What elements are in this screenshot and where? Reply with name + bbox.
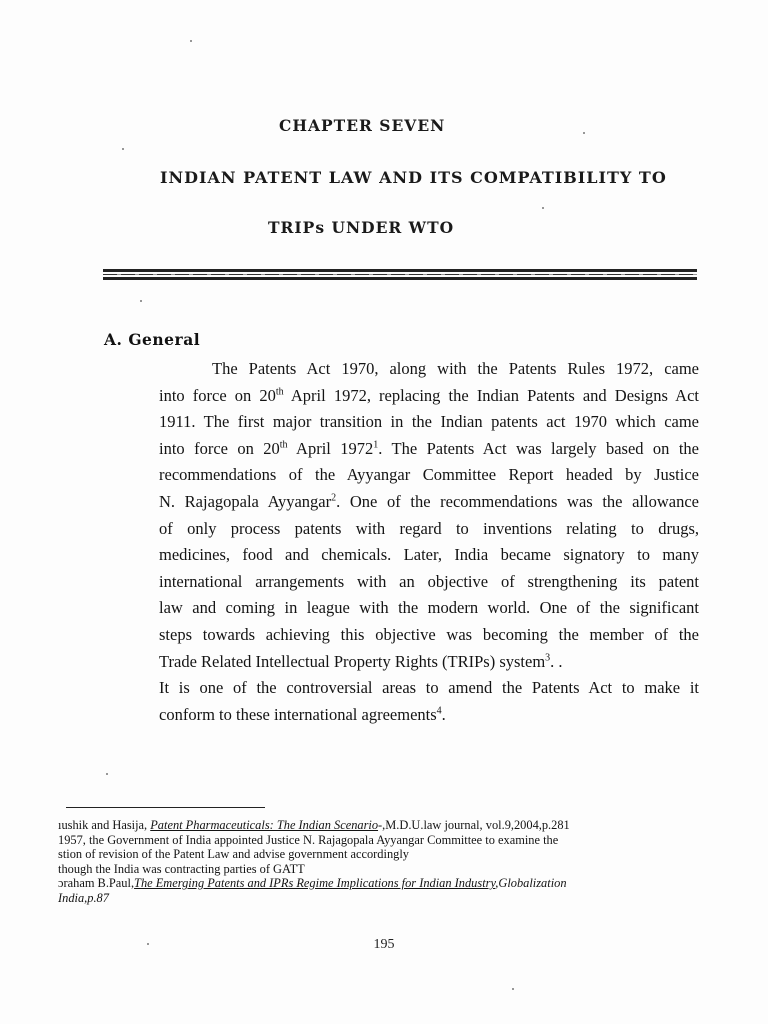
footnote-ref-1: 1	[373, 439, 379, 451]
paragraph-line	[159, 516, 699, 543]
paragraph-line	[159, 569, 699, 596]
text-run: India,p.87	[58, 890, 109, 905]
scan-speck	[583, 132, 585, 134]
footnote-separator	[66, 807, 265, 808]
superscript: th	[275, 386, 284, 398]
paragraph-line	[159, 462, 699, 489]
text-run: -,M.D.U.law journal, vol.9,2004,p.281	[378, 818, 570, 832]
text-run: 1911. The first major transition in the Indian patents act 1970 which came	[159, 412, 699, 432]
scan-speck	[140, 300, 142, 302]
text-run: N. Rajagopala Ayyangar	[159, 491, 332, 511]
footnote-2: 1957, the Government of India appointed Justice N. Rajagopala Ayyangar Committee to examine the	[58, 832, 559, 847]
text-run: medicines, food and chemicals. Later, India became signatory to many	[159, 545, 699, 565]
footnote-1	[58, 818, 718, 833]
sub-title: TRIPs UNDER WTO	[268, 218, 455, 237]
page-number: 195	[373, 937, 395, 952]
footnotes	[58, 818, 718, 906]
text-run: law and coming in league with the modern world. One of the significant	[159, 598, 699, 618]
text-run: recommendations of the Ayyangar Committee Report headed by Justice	[159, 465, 699, 485]
scan-speck	[190, 40, 192, 42]
chapter-title: CHAPTER SEVEN	[279, 116, 446, 135]
text-run: of only process patents with regard to inventions relating to drugs,	[159, 518, 699, 538]
paragraph-line	[159, 489, 699, 516]
paragraph-line	[159, 595, 699, 622]
footnote-ref-2: 2	[331, 492, 337, 504]
citation-title: The Emerging Patents and IPRs Regime Implications for Indian Industry	[134, 876, 496, 891]
scan-speck	[542, 207, 544, 209]
paragraph-line	[159, 409, 699, 436]
text-run: ɔraham B.Paul,	[58, 876, 135, 891]
paragraph-line	[159, 542, 699, 569]
citation-title: Patent Pharmaceuticals: The Indian Scenario	[150, 818, 379, 832]
scan-speck	[106, 773, 108, 775]
paragraph-line	[159, 622, 699, 649]
text-run: . One of the recommendations was the allowance	[336, 491, 699, 511]
superscript: th	[279, 439, 288, 451]
footnote-ref-4: 4	[436, 705, 442, 717]
text-run: . The Patents Act was largely based on the	[378, 438, 699, 458]
footnote-3: though the India was contracting parties of GATT	[58, 861, 305, 876]
text-run: ,Globalization	[495, 876, 567, 891]
paragraph-line	[159, 356, 699, 383]
text-run: into force on 20	[159, 438, 280, 458]
main-title: INDIAN PATENT LAW AND ITS COMPATIBILITY TO	[160, 168, 667, 187]
scan-speck	[122, 148, 124, 150]
title-divider-bottom	[103, 277, 697, 280]
text-run: The Patents Act 1970, along with the Patents Rules 1972, came	[212, 359, 699, 378]
text-run: .	[441, 704, 446, 724]
footnote-ref-3: 3	[545, 652, 551, 664]
scan-speck	[512, 988, 514, 990]
section-heading: A. General	[104, 330, 201, 349]
text-run: April 1972	[287, 438, 374, 458]
text-run: It is one of the controversial areas to amend the Patents Act to make it	[159, 678, 699, 698]
footnote-4	[58, 876, 718, 891]
footnote-4-cont	[58, 891, 718, 906]
footnote-2-cont: stion of revision of the Patent Law and advise government accordingly	[58, 847, 409, 862]
text-run: international arrangements with an objective of strengthening its patent	[159, 571, 699, 591]
text-run: Trade Related Intellectual Property Rights (TRIPs) system	[159, 651, 546, 671]
title-divider-middle	[103, 274, 697, 275]
text-run: steps towards achieving this objective was becoming the member of the	[159, 624, 699, 644]
paragraph-line	[159, 702, 699, 729]
paragraph-line	[159, 675, 699, 702]
scan-speck	[147, 943, 149, 945]
text-run: conform to these international agreements	[159, 704, 437, 724]
paragraph-line	[159, 383, 699, 410]
paragraph-line	[159, 649, 699, 676]
paragraph-line	[159, 436, 699, 463]
text-run: ıushik and Hasija,	[58, 818, 151, 832]
title-divider-top	[103, 269, 697, 272]
body-paragraph	[159, 356, 699, 728]
text-run: April 1972, replacing the Indian Patents and Designs Act	[283, 385, 699, 405]
text-run: into force on 20	[159, 385, 276, 405]
text-run: . .	[550, 651, 563, 671]
